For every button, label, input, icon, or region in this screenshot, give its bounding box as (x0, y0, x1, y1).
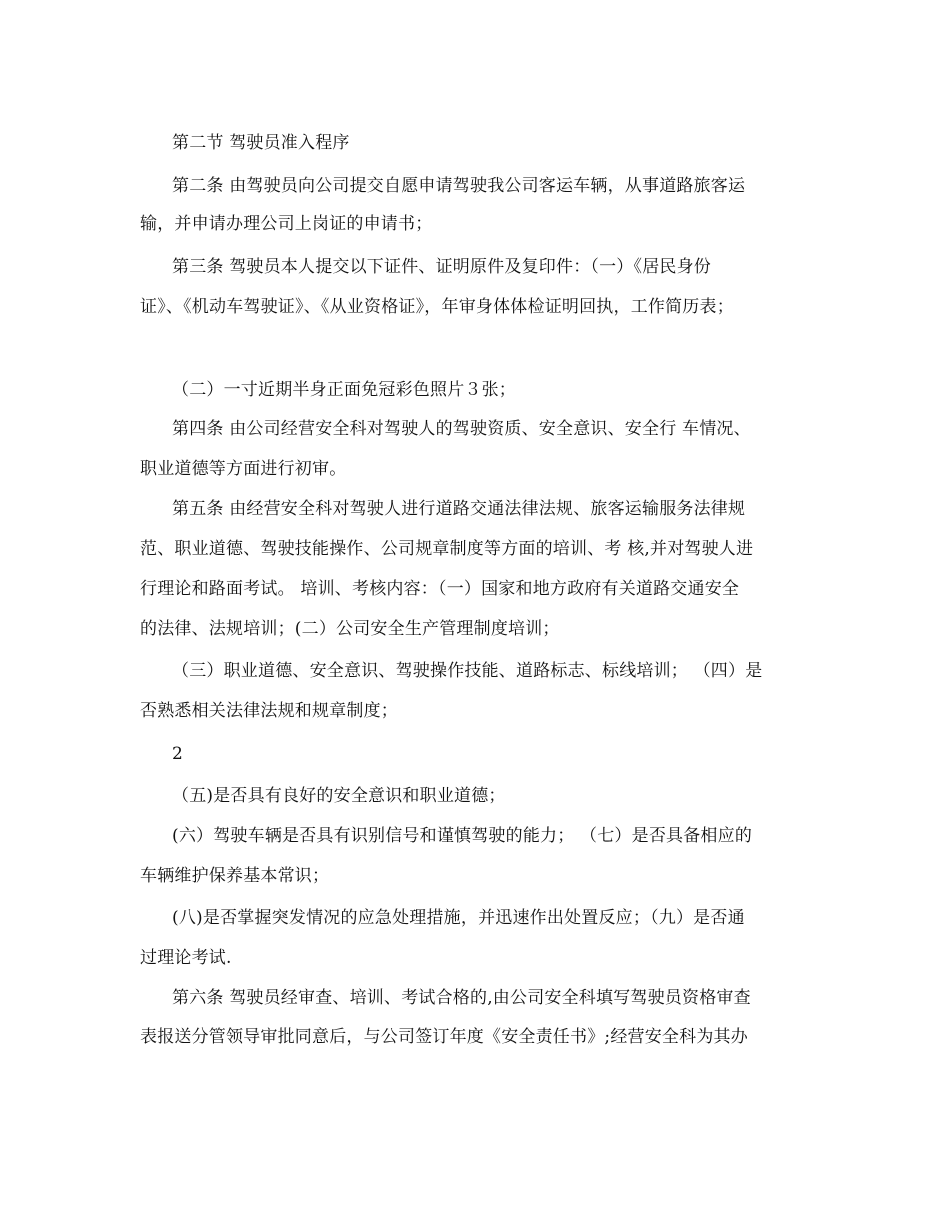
article-2-line-2: 输，并申请办理公司上岗证的申请书； (140, 214, 433, 234)
item-8-line-1: (八)是否掌握突发情况的应急处理措施，并迅速作出处置反应；（九）是否通 (172, 908, 745, 928)
article-5-line-2: 范、职业道德、驾驶技能操作、公司规章制度等方面的培训、考 核,并对驾驶人进 (140, 539, 754, 559)
article-3-item-2: （二）一寸近期半身正面免冠彩色照片３张； (172, 380, 516, 400)
page-number: 2 (172, 744, 184, 764)
article-5-line-3: 行理论和路面考试。 培训、考核内容：（一）国家和地方政府有关道路交通安全 (140, 579, 740, 599)
article-2-line-1: 第二条 由驾驶员向公司提交自愿申请驾驶我公司客运车辆，从事道路旅客运 (172, 176, 746, 196)
article-4-line-2: 职业道德等方面进行初审。 (140, 459, 347, 479)
article-5-line-1: 第五条 由经营安全科对驾驶人进行道路交通法律法规、旅客运输服务法律规 (172, 499, 746, 519)
article-6-line-1: 第六条 驾驶员经审查、培训、考试合格的,由公司安全科填写驾驶员资格审查 (172, 988, 751, 1008)
article-3-line-1: 第三条 驾驶员本人提交以下证件、证明原件及复印件：（一）《居民身份 (172, 257, 712, 277)
item-6-line-1: (六）驾驶车辆是否具有识别信号和谨慎驾驶的能力； （七）是否具备相应的 (172, 826, 753, 846)
article-5-line-5: （三）职业道德、安全意识、驾驶操作技能、道路标志、标线培训； （四）是 (172, 661, 763, 681)
item-6-line-2: 车辆维护保养基本常识； (140, 866, 330, 886)
article-5-line-4: 的法律、法规培训；(二）公司安全生产管理制度培训； (140, 619, 560, 639)
article-3-line-2: 证》、《机动车驾驶证》、《从业资格证》，年审身体体检证明回执，工作简历表； (140, 297, 734, 317)
article-4-line-1: 第四条 由公司经营安全科对驾驶人的驾驶资质、安全意识、安全行 车情况、 (172, 419, 751, 439)
item-5: （五)是否具有良好的安全意识和职业道德； (172, 786, 506, 806)
article-6-line-2: 表报送分管领导审批同意后，与公司签订年度《安全责任书》;经营安全科为其办 (140, 1027, 748, 1047)
article-5-line-6: 否熟悉相关法律法规和规章制度； (140, 701, 398, 721)
item-8-line-2: 过理论考试. (140, 948, 232, 968)
section-heading: 第二节 驾驶员准入程序 (172, 133, 350, 153)
